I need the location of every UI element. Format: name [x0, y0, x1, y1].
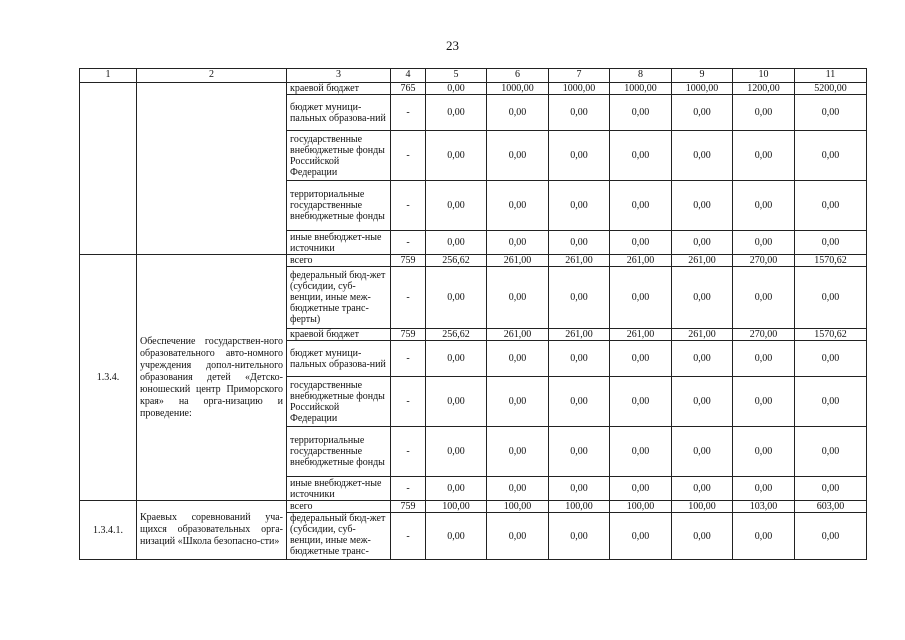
- value-cell: 0,00: [733, 341, 795, 377]
- value-cell: 0,00: [487, 427, 549, 477]
- value-cell: 1000,00: [549, 83, 610, 95]
- column-header: 7: [549, 69, 610, 83]
- value-cell: 0,00: [672, 131, 733, 181]
- funding-source: государственные внебюджетные фонды Российской Федерации: [287, 131, 391, 181]
- value-cell: 0,00: [795, 341, 867, 377]
- budget-table: [79, 68, 867, 560]
- value-cell: 0,00: [610, 513, 672, 560]
- value-cell: 0,00: [733, 267, 795, 329]
- funding-source: бюджет муници-пальных образова-ний: [287, 341, 391, 377]
- value-cell: 0,00: [610, 181, 672, 231]
- value-cell: 0,00: [549, 427, 610, 477]
- value-cell: 0,00: [487, 131, 549, 181]
- value-cell: 0,00: [733, 231, 795, 255]
- value-cell: 0,00: [549, 341, 610, 377]
- value-cell: 0,00: [487, 267, 549, 329]
- value-cell: 0,00: [549, 95, 610, 131]
- value-cell: 5200,00: [795, 83, 867, 95]
- budget-code: 765: [391, 83, 426, 95]
- value-cell: 0,00: [549, 267, 610, 329]
- value-cell: 103,00: [733, 501, 795, 513]
- value-cell: 0,00: [610, 477, 672, 501]
- value-cell: 0,00: [795, 95, 867, 131]
- budget-code: 759: [391, 329, 426, 341]
- value-cell: 100,00: [672, 501, 733, 513]
- value-cell: 0,00: [610, 377, 672, 427]
- value-cell: 0,00: [610, 95, 672, 131]
- value-cell: 100,00: [549, 501, 610, 513]
- funding-source: бюджет муници-пальных образова-ний: [287, 95, 391, 131]
- value-cell: 1000,00: [487, 83, 549, 95]
- funding-source: иные внебюджет-ные источники: [287, 231, 391, 255]
- value-cell: 0,00: [672, 231, 733, 255]
- value-cell: 261,00: [487, 329, 549, 341]
- value-cell: 0,00: [733, 477, 795, 501]
- value-cell: 0,00: [426, 95, 487, 131]
- value-cell: 1000,00: [610, 83, 672, 95]
- funding-source: всего: [287, 501, 391, 513]
- value-cell: 0,00: [549, 131, 610, 181]
- value-cell: 0,00: [795, 513, 867, 560]
- funding-source: государственные внебюджетные фонды Российской Федерации: [287, 377, 391, 427]
- budget-code: -: [391, 341, 426, 377]
- value-cell: 0,00: [672, 377, 733, 427]
- value-cell: 0,00: [426, 377, 487, 427]
- value-cell: 0,00: [487, 95, 549, 131]
- column-header: 8: [610, 69, 672, 83]
- value-cell: 0,00: [672, 181, 733, 231]
- column-header: 2: [137, 69, 287, 83]
- column-header: 9: [672, 69, 733, 83]
- value-cell: 0,00: [487, 231, 549, 255]
- value-cell: 0,00: [426, 131, 487, 181]
- value-cell: 0,00: [672, 513, 733, 560]
- funding-source: федеральный бюд-жет (субсидии, суб-венции, иные меж-бюджетные транс-ферты): [287, 267, 391, 329]
- item-code-cell: [80, 83, 137, 255]
- funding-source: территориальные государственные внебюджетные фонды: [287, 427, 391, 477]
- budget-code: 759: [391, 255, 426, 267]
- budget-code: -: [391, 231, 426, 255]
- value-cell: 0,00: [549, 377, 610, 427]
- value-cell: 0,00: [672, 477, 733, 501]
- table-row: [80, 501, 867, 513]
- column-header: 4: [391, 69, 426, 83]
- value-cell: 0,00: [426, 231, 487, 255]
- budget-code: -: [391, 427, 426, 477]
- value-cell: 256,62: [426, 255, 487, 267]
- value-cell: 270,00: [733, 329, 795, 341]
- value-cell: 100,00: [487, 501, 549, 513]
- value-cell: 0,00: [610, 267, 672, 329]
- value-cell: 0,00: [610, 427, 672, 477]
- value-cell: 1000,00: [672, 83, 733, 95]
- value-cell: 0,00: [795, 377, 867, 427]
- value-cell: 0,00: [733, 131, 795, 181]
- value-cell: 1200,00: [733, 83, 795, 95]
- value-cell: 0,00: [610, 231, 672, 255]
- budget-code: -: [391, 477, 426, 501]
- value-cell: 0,00: [672, 341, 733, 377]
- column-header: 11: [795, 69, 867, 83]
- value-cell: 0,00: [487, 477, 549, 501]
- value-cell: 261,00: [549, 255, 610, 267]
- funding-source: краевой бюджет: [287, 83, 391, 95]
- value-cell: 0,00: [549, 181, 610, 231]
- funding-source: всего: [287, 255, 391, 267]
- budget-code: -: [391, 95, 426, 131]
- value-cell: 0,00: [733, 181, 795, 231]
- value-cell: 100,00: [426, 501, 487, 513]
- value-cell: 0,00: [795, 267, 867, 329]
- value-cell: 256,62: [426, 329, 487, 341]
- value-cell: 0,00: [487, 513, 549, 560]
- table-row: [80, 255, 867, 267]
- value-cell: 0,00: [672, 267, 733, 329]
- value-cell: 261,00: [610, 329, 672, 341]
- value-cell: 0,00: [549, 477, 610, 501]
- column-header: 1: [80, 69, 137, 83]
- budget-code: -: [391, 377, 426, 427]
- item-code: 1.3.4.1.: [80, 501, 137, 560]
- value-cell: 0,00: [610, 131, 672, 181]
- value-cell: 0,00: [487, 181, 549, 231]
- value-cell: 603,00: [795, 501, 867, 513]
- value-cell: 0,00: [733, 513, 795, 560]
- column-header: 10: [733, 69, 795, 83]
- value-cell: 0,00: [487, 341, 549, 377]
- value-cell: 0,00: [549, 231, 610, 255]
- funding-source: иные внебюджет-ные источники: [287, 477, 391, 501]
- column-header: 6: [487, 69, 549, 83]
- item-name: Обеспечение государствен-ного образовательного авто-номного учреждения допол-нительного образования детей «Детско-юношеский центр Приморского края» на орга-низацию и проведение:: [137, 255, 287, 501]
- value-cell: 1570,62: [795, 255, 867, 267]
- value-cell: 0,00: [426, 477, 487, 501]
- value-cell: 0,00: [549, 513, 610, 560]
- value-cell: 261,00: [549, 329, 610, 341]
- value-cell: 0,00: [610, 341, 672, 377]
- page-number: 23: [446, 38, 459, 53]
- value-cell: 0,00: [795, 181, 867, 231]
- value-cell: 0,00: [426, 427, 487, 477]
- value-cell: 261,00: [610, 255, 672, 267]
- value-cell: 261,00: [672, 255, 733, 267]
- funding-source: федеральный бюд-жет (субсидии, суб-венции, иные меж-бюджетные транс-: [287, 513, 391, 560]
- value-cell: 0,00: [426, 513, 487, 560]
- budget-code: -: [391, 131, 426, 181]
- table-row: [80, 83, 867, 95]
- value-cell: 0,00: [487, 377, 549, 427]
- budget-code: -: [391, 267, 426, 329]
- header-row: [80, 69, 867, 83]
- value-cell: 0,00: [795, 231, 867, 255]
- value-cell: 0,00: [795, 477, 867, 501]
- value-cell: 0,00: [672, 95, 733, 131]
- value-cell: 0,00: [426, 181, 487, 231]
- budget-code: 759: [391, 501, 426, 513]
- column-header: 5: [426, 69, 487, 83]
- value-cell: 0,00: [795, 427, 867, 477]
- item-name-cell: [137, 83, 287, 255]
- value-cell: 0,00: [426, 341, 487, 377]
- budget-code: -: [391, 181, 426, 231]
- value-cell: 0,00: [426, 83, 487, 95]
- value-cell: 0,00: [733, 427, 795, 477]
- item-name: Краевых соревнований уча-щихся образовательных орга-низаций «Школа безопасно-сти»: [137, 501, 287, 560]
- value-cell: 1570,62: [795, 329, 867, 341]
- value-cell: 261,00: [672, 329, 733, 341]
- item-code: 1.3.4.: [80, 255, 137, 501]
- value-cell: 0,00: [426, 267, 487, 329]
- budget-code: -: [391, 513, 426, 560]
- value-cell: 0,00: [795, 131, 867, 181]
- value-cell: 0,00: [733, 95, 795, 131]
- value-cell: 0,00: [733, 377, 795, 427]
- funding-source: территориальные государственные внебюджетные фонды: [287, 181, 391, 231]
- value-cell: 270,00: [733, 255, 795, 267]
- funding-source: краевой бюджет: [287, 329, 391, 341]
- value-cell: 261,00: [487, 255, 549, 267]
- column-header: 3: [287, 69, 391, 83]
- value-cell: 0,00: [672, 427, 733, 477]
- value-cell: 100,00: [610, 501, 672, 513]
